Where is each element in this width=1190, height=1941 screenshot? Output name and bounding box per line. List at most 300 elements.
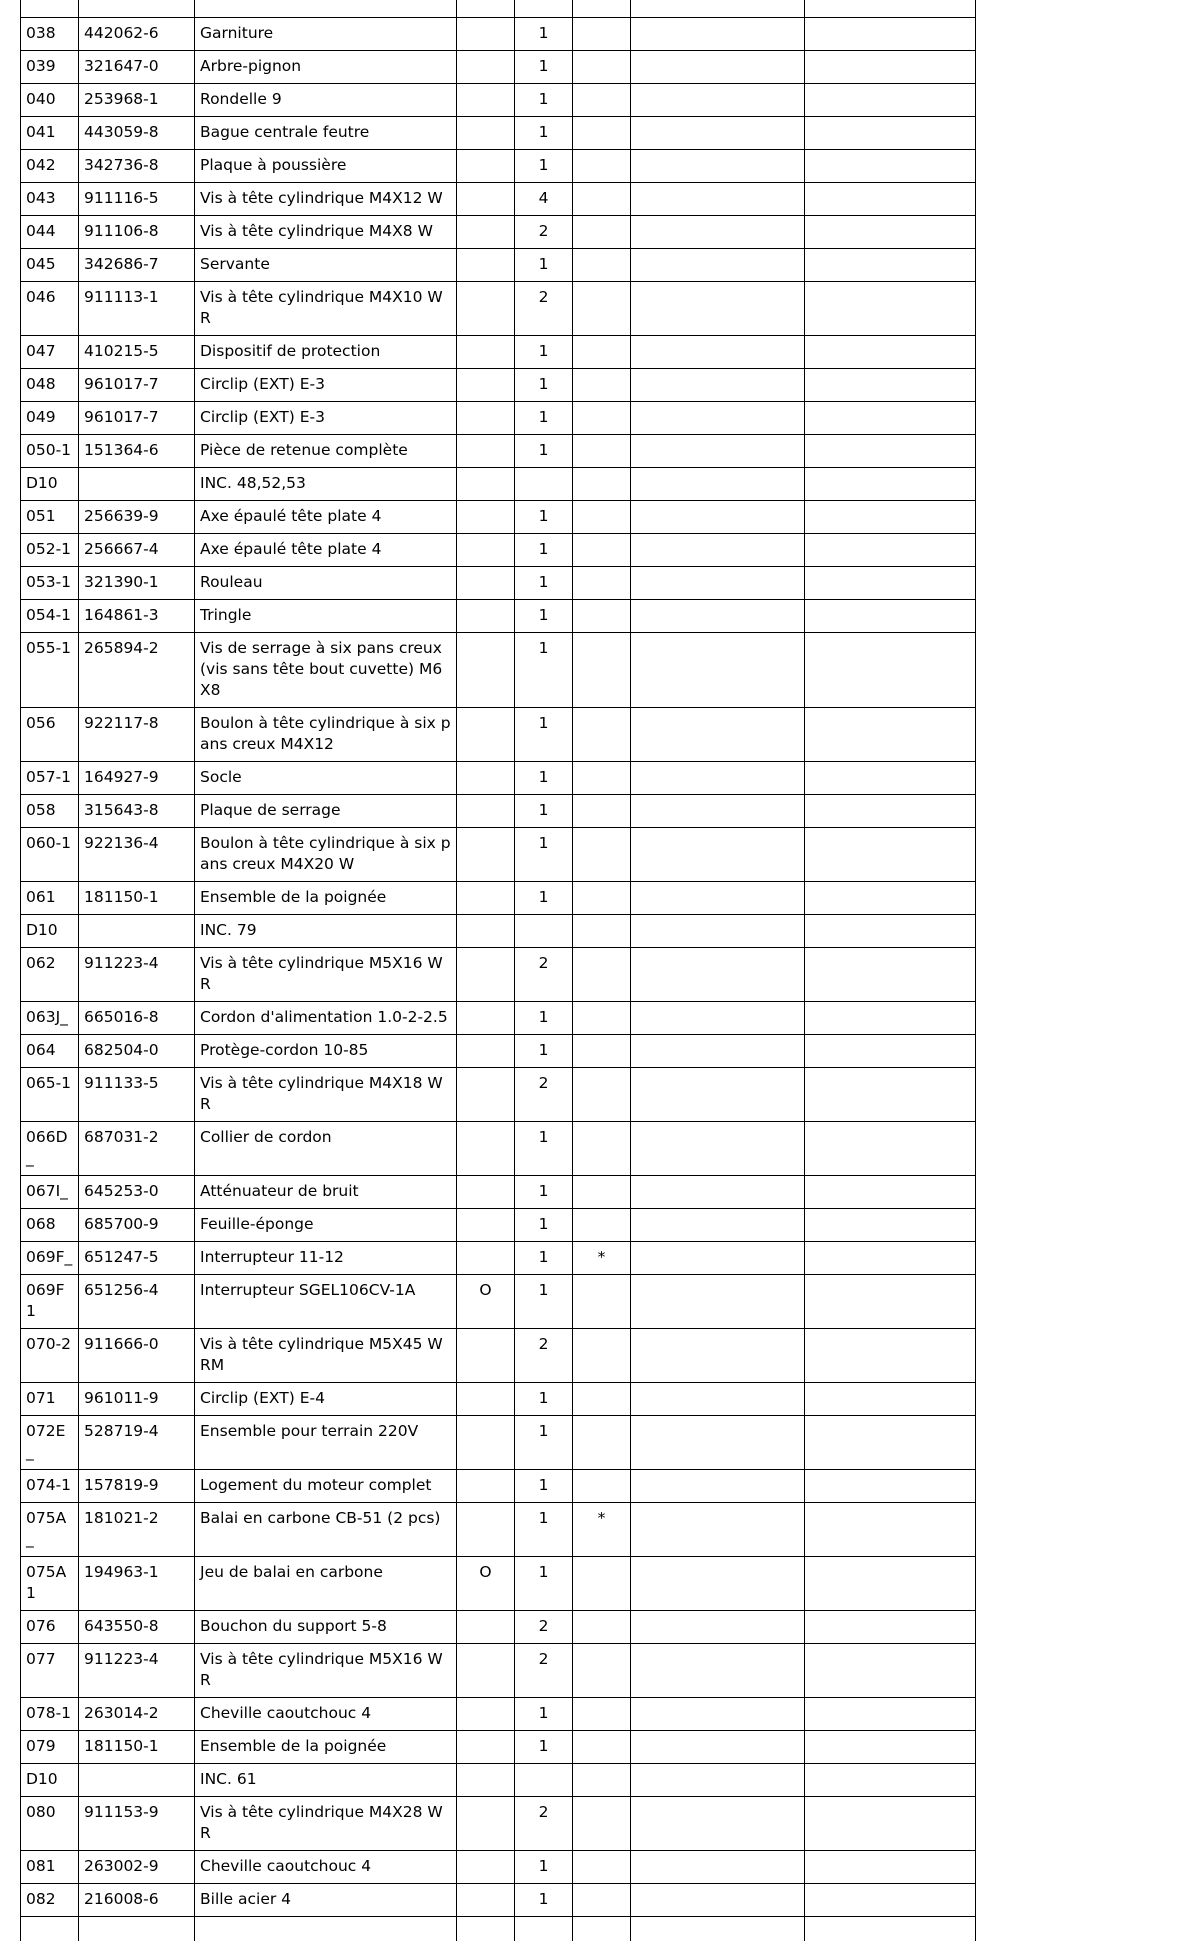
item-no-cell: 051 [21, 501, 79, 534]
description-cell: Vis à tête cylindrique M4X10 WR [195, 282, 457, 336]
quantity-cell: 1 [515, 18, 573, 51]
part-no-cell: 961011-9 [79, 1383, 195, 1416]
note-cell [573, 402, 631, 435]
quantity-cell: 1 [515, 117, 573, 150]
note-cell [573, 1611, 631, 1644]
description-cell: Axe épaulé tête plate 4 [195, 534, 457, 567]
option-cell [457, 117, 515, 150]
item-no-cell: 066D_ [21, 1122, 79, 1176]
table-row [21, 534, 976, 567]
description-cell: Boulon à tête cylindrique à six pans creux M4X20 W [195, 828, 457, 882]
extra-cell-a [631, 915, 805, 948]
table-row [21, 501, 976, 534]
extra-cell-b [805, 117, 976, 150]
option-cell [457, 1329, 515, 1383]
description-cell: Ensemble de la poignée [195, 1731, 457, 1764]
option-cell [457, 435, 515, 468]
part-no-cell: 651256-4 [79, 1275, 195, 1329]
note-cell [573, 948, 631, 1002]
note-cell [573, 468, 631, 501]
quantity-cell [515, 915, 573, 948]
option-cell [457, 600, 515, 633]
part-no-cell: 961017-7 [79, 402, 195, 435]
item-no-cell: 079 [21, 1731, 79, 1764]
option-cell [457, 567, 515, 600]
table-row [21, 1698, 976, 1731]
part-no-cell: 410215-5 [79, 336, 195, 369]
part-no-cell: 911106-8 [79, 216, 195, 249]
extra-cell-b [805, 336, 976, 369]
table-row [21, 1275, 976, 1329]
extra-cell-b [805, 1275, 976, 1329]
note-cell [573, 762, 631, 795]
part-no-cell: 651247-5 [79, 1242, 195, 1275]
description-cell: Tringle [195, 600, 457, 633]
extra-cell-a [631, 1002, 805, 1035]
part-no-cell [79, 468, 195, 501]
option-cell [457, 795, 515, 828]
part-no-cell: 911223-4 [79, 1644, 195, 1698]
quantity-cell: 2 [515, 282, 573, 336]
extra-cell-b [805, 1176, 976, 1209]
extra-cell-a [631, 282, 805, 336]
extra-cell-b [805, 567, 976, 600]
extra-cell-a [631, 1275, 805, 1329]
quantity-cell: 1 [515, 435, 573, 468]
option-cell [457, 948, 515, 1002]
description-cell: Vis à tête cylindrique M4X28 WR [195, 1797, 457, 1851]
option-cell [457, 1698, 515, 1731]
extra-cell-b [805, 51, 976, 84]
extra-cell-a [631, 567, 805, 600]
parts-table-body [21, 0, 976, 1941]
extra-cell-b [805, 1068, 976, 1122]
quantity-cell: 1 [515, 1383, 573, 1416]
item-no-cell: 078-1 [21, 1698, 79, 1731]
option-cell: O [457, 1275, 515, 1329]
description-cell: Rondelle 9 [195, 84, 457, 117]
option-cell [457, 51, 515, 84]
part-no-cell: 528719-4 [79, 1416, 195, 1470]
option-cell [457, 882, 515, 915]
extra-cell-b [805, 600, 976, 633]
part-no-cell: 315643-8 [79, 795, 195, 828]
description-cell: Interrupteur 11-12 [195, 1242, 457, 1275]
table-row [21, 468, 976, 501]
extra-cell-b [805, 1416, 976, 1470]
extra-cell-a [631, 1470, 805, 1503]
description-cell: Plaque à poussière [195, 150, 457, 183]
quantity-cell [515, 468, 573, 501]
option-cell [457, 1611, 515, 1644]
note-cell [573, 1698, 631, 1731]
extra-cell-a [631, 249, 805, 282]
quantity-cell: 1 [515, 1851, 573, 1884]
table-row [21, 948, 976, 1002]
extra-cell-a [631, 600, 805, 633]
part-no-cell: 321390-1 [79, 567, 195, 600]
table-row [21, 150, 976, 183]
part-no-cell: 442062-6 [79, 18, 195, 51]
extra-cell-a [631, 882, 805, 915]
table-row [21, 369, 976, 402]
table-row [21, 1884, 976, 1917]
note-cell [573, 882, 631, 915]
description-cell: Axe épaulé tête plate 4 [195, 501, 457, 534]
option-cell [457, 1122, 515, 1176]
note-cell [573, 51, 631, 84]
note-cell [573, 633, 631, 708]
table-row [21, 915, 976, 948]
extra-cell-b [805, 150, 976, 183]
note-cell [573, 1275, 631, 1329]
extra-cell-a [631, 150, 805, 183]
part-no-cell: 181150-1 [79, 882, 195, 915]
item-no-cell: 044 [21, 216, 79, 249]
note-cell [573, 84, 631, 117]
part-no-cell: 911223-4 [79, 948, 195, 1002]
quantity-cell: 1 [515, 708, 573, 762]
table-row [21, 1503, 976, 1557]
table-row [21, 567, 976, 600]
description-cell: Jeu de balai en carbone [195, 1557, 457, 1611]
extra-cell-b [805, 828, 976, 882]
quantity-cell: 1 [515, 762, 573, 795]
extra-cell-a [631, 1557, 805, 1611]
quantity-cell: 1 [515, 567, 573, 600]
item-no-cell: 076 [21, 1611, 79, 1644]
table-row [21, 216, 976, 249]
table-row [21, 633, 976, 708]
quantity-cell: 2 [515, 1611, 573, 1644]
item-no-cell: 046 [21, 282, 79, 336]
table-row [21, 1851, 976, 1884]
description-cell: INC. 61 [195, 1764, 457, 1797]
part-no-cell: 256667-4 [79, 534, 195, 567]
item-no-cell: 072E_ [21, 1416, 79, 1470]
item-no-cell: 043 [21, 183, 79, 216]
extra-cell-a [631, 435, 805, 468]
extra-cell-b [805, 1764, 976, 1797]
item-no-cell: 075A1 [21, 1557, 79, 1611]
note-cell [573, 183, 631, 216]
extra-cell-a [631, 948, 805, 1002]
table-row [21, 1611, 976, 1644]
quantity-cell: 1 [515, 1731, 573, 1764]
extra-cell-a [631, 402, 805, 435]
description-cell: Logement du moteur complet [195, 1470, 457, 1503]
extra-cell-a [631, 336, 805, 369]
note-cell [573, 1122, 631, 1176]
part-no-cell: 645253-0 [79, 1176, 195, 1209]
table-row [21, 1209, 976, 1242]
extra-cell-a [631, 468, 805, 501]
table-row [21, 282, 976, 336]
table-row [21, 1122, 976, 1176]
table-bottom-edge-row [21, 1917, 976, 1941]
item-no-cell: 069F1 [21, 1275, 79, 1329]
description-cell: Atténuateur de bruit [195, 1176, 457, 1209]
extra-cell-b [805, 633, 976, 708]
option-cell [457, 915, 515, 948]
extra-cell-a [631, 1416, 805, 1470]
extra-cell-b [805, 1884, 976, 1917]
note-cell [573, 501, 631, 534]
quantity-cell: 1 [515, 336, 573, 369]
extra-cell-a [631, 1503, 805, 1557]
part-no-cell: 961017-7 [79, 369, 195, 402]
note-cell [573, 1470, 631, 1503]
extra-cell-b [805, 501, 976, 534]
extra-cell-a [631, 795, 805, 828]
item-no-cell: D10 [21, 1764, 79, 1797]
part-no-cell: 922117-8 [79, 708, 195, 762]
table-row [21, 1383, 976, 1416]
item-no-cell: 045 [21, 249, 79, 282]
quantity-cell: 1 [515, 84, 573, 117]
extra-cell-a [631, 501, 805, 534]
item-no-cell: 041 [21, 117, 79, 150]
note-cell [573, 117, 631, 150]
part-no-cell: 685700-9 [79, 1209, 195, 1242]
item-no-cell: 065-1 [21, 1068, 79, 1122]
part-no-cell: 263002-9 [79, 1851, 195, 1884]
extra-cell-a [631, 534, 805, 567]
note-cell [573, 1764, 631, 1797]
item-no-cell: 071 [21, 1383, 79, 1416]
option-cell [457, 1416, 515, 1470]
note-cell [573, 1731, 631, 1764]
item-no-cell: D10 [21, 915, 79, 948]
description-cell: Circlip (EXT) E-4 [195, 1383, 457, 1416]
option-cell [457, 1035, 515, 1068]
part-no-cell: 164861-3 [79, 600, 195, 633]
quantity-cell: 2 [515, 1644, 573, 1698]
description-cell: Plaque de serrage [195, 795, 457, 828]
part-no-cell: 665016-8 [79, 1002, 195, 1035]
description-cell: Interrupteur SGEL106CV-1A [195, 1275, 457, 1329]
extra-cell-a [631, 1698, 805, 1731]
description-cell: Vis à tête cylindrique M4X8 W [195, 216, 457, 249]
description-cell: Cordon d'alimentation 1.0-2-2.5 [195, 1002, 457, 1035]
extra-cell-a [631, 117, 805, 150]
part-no-cell: 643550-8 [79, 1611, 195, 1644]
note-cell [573, 600, 631, 633]
quantity-cell: 1 [515, 1698, 573, 1731]
item-no-cell: 039 [21, 51, 79, 84]
extra-cell-a [631, 216, 805, 249]
part-no-cell: 321647-0 [79, 51, 195, 84]
extra-cell-a [631, 369, 805, 402]
item-no-cell: 056 [21, 708, 79, 762]
quantity-cell [515, 1764, 573, 1797]
quantity-cell: 1 [515, 51, 573, 84]
extra-cell-b [805, 1470, 976, 1503]
option-cell [457, 150, 515, 183]
item-no-cell: 050-1 [21, 435, 79, 468]
option-cell [457, 762, 515, 795]
note-cell [573, 1797, 631, 1851]
description-cell: Garniture [195, 18, 457, 51]
part-no-cell: 181021-2 [79, 1503, 195, 1557]
note-cell [573, 1068, 631, 1122]
extra-cell-b [805, 1644, 976, 1698]
description-cell: Servante [195, 249, 457, 282]
option-cell [457, 1797, 515, 1851]
extra-cell-a [631, 1242, 805, 1275]
description-cell: Protège-cordon 10-85 [195, 1035, 457, 1068]
part-no-cell: 922136-4 [79, 828, 195, 882]
extra-cell-a [631, 1611, 805, 1644]
quantity-cell: 1 [515, 501, 573, 534]
note-cell [573, 216, 631, 249]
extra-cell-b [805, 1797, 976, 1851]
extra-cell-a [631, 183, 805, 216]
option-cell [457, 1209, 515, 1242]
extra-cell-b [805, 708, 976, 762]
extra-cell-b [805, 435, 976, 468]
quantity-cell: 1 [515, 369, 573, 402]
item-no-cell: 042 [21, 150, 79, 183]
table-row [21, 1416, 976, 1470]
quantity-cell: 1 [515, 1122, 573, 1176]
note-cell [573, 1416, 631, 1470]
note-cell [573, 1557, 631, 1611]
option-cell [457, 1644, 515, 1698]
description-cell: Bague centrale feutre [195, 117, 457, 150]
note-cell [573, 1035, 631, 1068]
option-cell [457, 402, 515, 435]
table-row [21, 336, 976, 369]
option-cell [457, 1503, 515, 1557]
item-no-cell: 062 [21, 948, 79, 1002]
table-row [21, 18, 976, 51]
quantity-cell: 2 [515, 1329, 573, 1383]
quantity-cell: 1 [515, 1557, 573, 1611]
option-cell [457, 1242, 515, 1275]
extra-cell-a [631, 1329, 805, 1383]
item-no-cell: 070-2 [21, 1329, 79, 1383]
item-no-cell: 054-1 [21, 600, 79, 633]
extra-cell-b [805, 216, 976, 249]
note-cell [573, 708, 631, 762]
table-row [21, 435, 976, 468]
extra-cell-a [631, 84, 805, 117]
quantity-cell: 2 [515, 1068, 573, 1122]
quantity-cell: 1 [515, 1503, 573, 1557]
table-row [21, 249, 976, 282]
extra-cell-b [805, 369, 976, 402]
description-cell: Boulon à tête cylindrique à six pans creux M4X12 [195, 708, 457, 762]
quantity-cell: 2 [515, 1797, 573, 1851]
extra-cell-a [631, 1068, 805, 1122]
part-no-cell: 687031-2 [79, 1122, 195, 1176]
extra-cell-a [631, 1764, 805, 1797]
extra-cell-b [805, 795, 976, 828]
option-cell [457, 1002, 515, 1035]
table-row [21, 1644, 976, 1698]
extra-cell-b [805, 534, 976, 567]
extra-cell-a [631, 762, 805, 795]
item-no-cell: 048 [21, 369, 79, 402]
item-no-cell: 077 [21, 1644, 79, 1698]
item-no-cell: 063J_ [21, 1002, 79, 1035]
description-cell: Pièce de retenue complète [195, 435, 457, 468]
table-row [21, 600, 976, 633]
extra-cell-b [805, 1329, 976, 1383]
note-cell [573, 249, 631, 282]
description-cell: Dispositif de protection [195, 336, 457, 369]
extra-cell-a [631, 708, 805, 762]
table-row [21, 183, 976, 216]
option-cell [457, 708, 515, 762]
description-cell: Cheville caoutchouc 4 [195, 1698, 457, 1731]
quantity-cell: 4 [515, 183, 573, 216]
note-cell [573, 1002, 631, 1035]
table-row [21, 1764, 976, 1797]
extra-cell-a [631, 633, 805, 708]
extra-cell-b [805, 1557, 976, 1611]
description-cell: Ensemble pour terrain 220V [195, 1416, 457, 1470]
description-cell: Rouleau [195, 567, 457, 600]
parts-list-page [20, 0, 975, 1941]
item-no-cell: 040 [21, 84, 79, 117]
option-cell [457, 501, 515, 534]
note-cell [573, 282, 631, 336]
part-no-cell: 342686-7 [79, 249, 195, 282]
option-cell [457, 216, 515, 249]
extra-cell-b [805, 1383, 976, 1416]
item-no-cell: 081 [21, 1851, 79, 1884]
note-cell [573, 369, 631, 402]
part-no-cell: 443059-8 [79, 117, 195, 150]
description-cell: Circlip (EXT) E-3 [195, 369, 457, 402]
item-no-cell: D10 [21, 468, 79, 501]
extra-cell-b [805, 468, 976, 501]
extra-cell-b [805, 1209, 976, 1242]
quantity-cell: 1 [515, 150, 573, 183]
note-cell [573, 435, 631, 468]
description-cell: Vis à tête cylindrique M4X12 W [195, 183, 457, 216]
table-row [21, 117, 976, 150]
quantity-cell: 1 [515, 1002, 573, 1035]
description-cell: Collier de cordon [195, 1122, 457, 1176]
option-cell [457, 183, 515, 216]
option-cell [457, 1470, 515, 1503]
quantity-cell: 1 [515, 633, 573, 708]
extra-cell-b [805, 1242, 976, 1275]
extra-cell-b [805, 948, 976, 1002]
quantity-cell: 1 [515, 1242, 573, 1275]
note-cell [573, 795, 631, 828]
extra-cell-b [805, 915, 976, 948]
part-no-cell: 253968-1 [79, 84, 195, 117]
part-no-cell: 151364-6 [79, 435, 195, 468]
part-no-cell: 911116-5 [79, 183, 195, 216]
option-cell [457, 1068, 515, 1122]
note-cell [573, 1209, 631, 1242]
extra-cell-a [631, 1797, 805, 1851]
table-row [21, 1329, 976, 1383]
description-cell: Balai en carbone CB-51 (2 pcs) [195, 1503, 457, 1557]
part-no-cell: 911113-1 [79, 282, 195, 336]
quantity-cell: 1 [515, 882, 573, 915]
description-cell: Socle [195, 762, 457, 795]
part-no-cell: 194963-1 [79, 1557, 195, 1611]
extra-cell-a [631, 51, 805, 84]
description-cell: Cheville caoutchouc 4 [195, 1851, 457, 1884]
extra-cell-b [805, 1731, 976, 1764]
